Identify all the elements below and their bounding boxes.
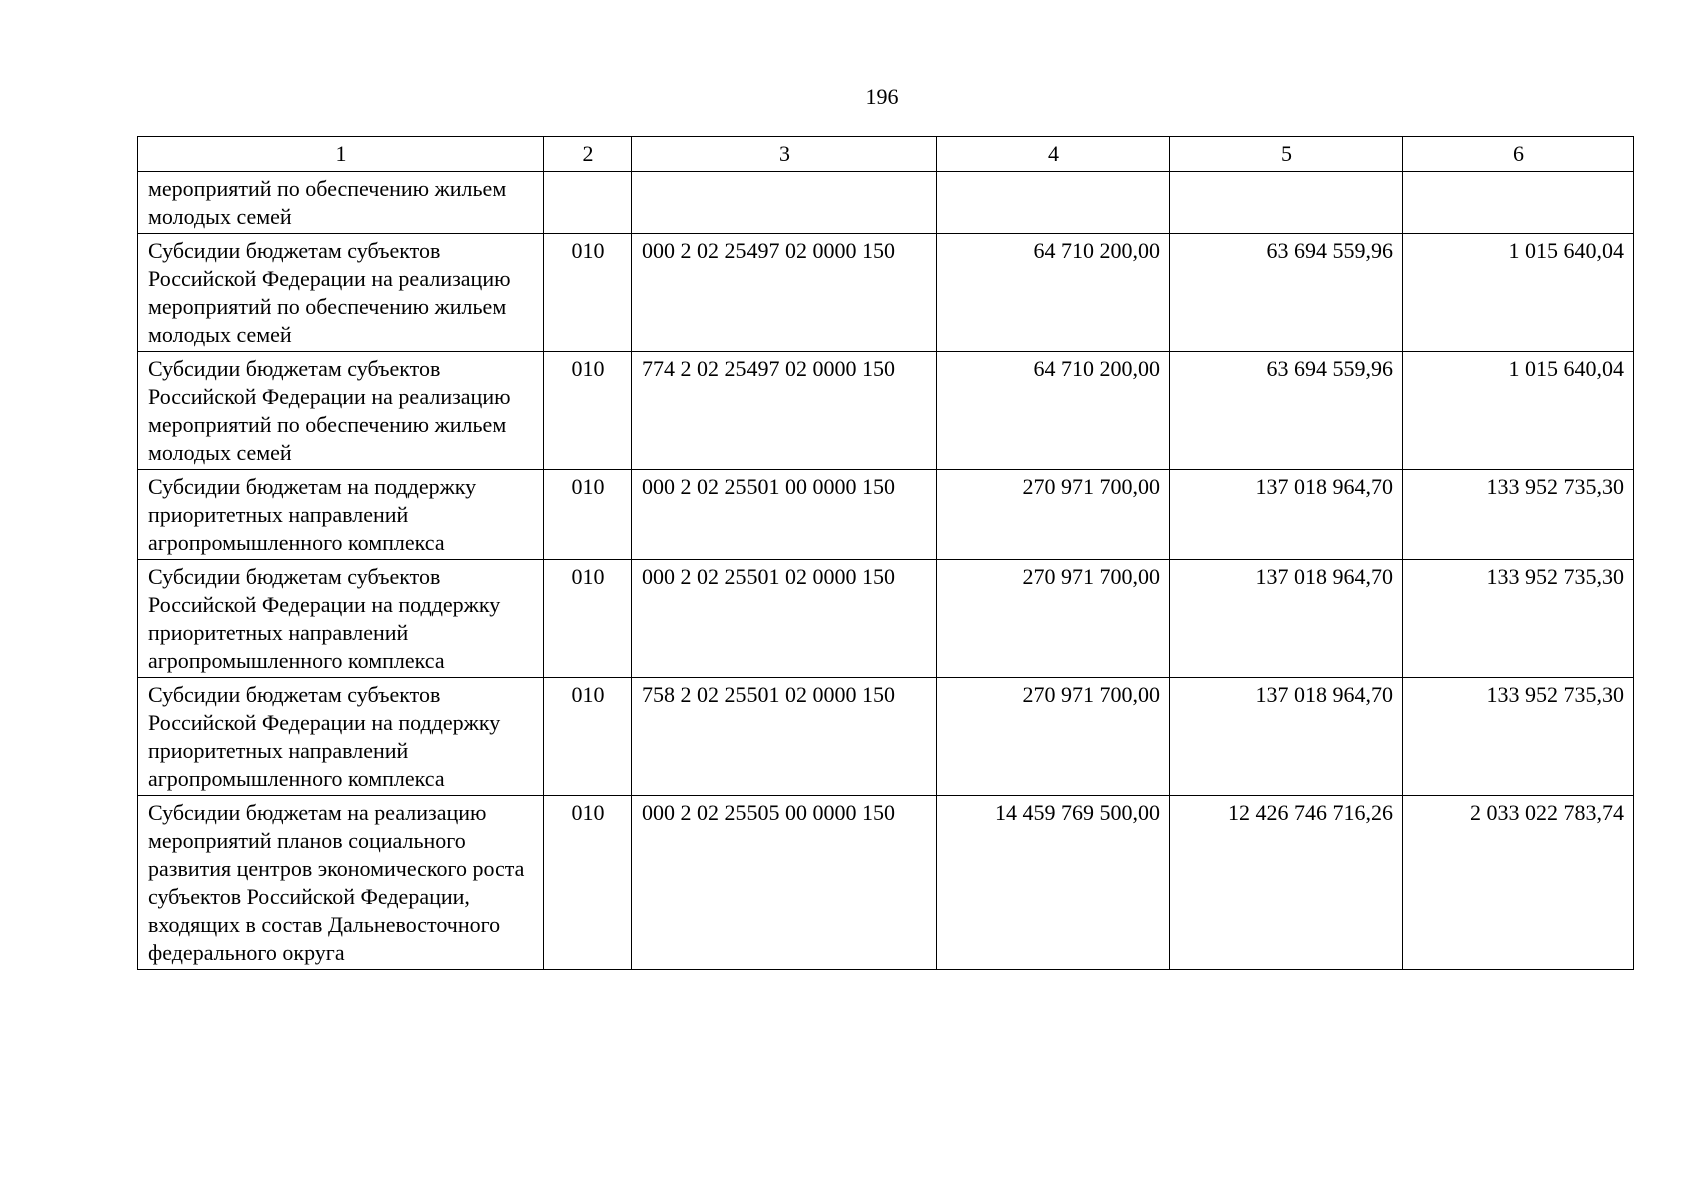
row-value5-cell: 137 018 964,70 (1170, 678, 1403, 796)
row-value4-cell (937, 172, 1170, 234)
row-value6-cell: 133 952 735,30 (1403, 470, 1634, 560)
row-value4-cell: 270 971 700,00 (937, 678, 1170, 796)
table-row (138, 172, 1634, 234)
row-kbk-cell: 000 2 02 25501 02 0000 150 (632, 560, 937, 678)
column-header-6: 6 (1403, 137, 1634, 172)
column-header-3: 3 (632, 137, 937, 172)
table-row (138, 560, 1634, 678)
row-value4-cell: 64 710 200,00 (937, 234, 1170, 352)
row-value6-cell: 133 952 735,30 (1403, 678, 1634, 796)
column-header-1: 1 (138, 137, 544, 172)
column-header-4: 4 (937, 137, 1170, 172)
row-kbk-cell: 000 2 02 25497 02 0000 150 (632, 234, 937, 352)
row-value5-cell: 63 694 559,96 (1170, 352, 1403, 470)
table-row (138, 678, 1634, 796)
table-row (138, 352, 1634, 470)
table-row (138, 796, 1634, 970)
row-name-cell: Субсидии бюджетам субъектов Российской Федерации на поддержку приоритетных направлений агропромышленного комплекса (138, 560, 544, 678)
row-name-cell: Субсидии бюджетам субъектов Российской Федерации на реализацию мероприятий по обеспечению жильем молодых семей (138, 234, 544, 352)
budget-table (137, 136, 1634, 970)
row-code-cell: 010 (544, 470, 632, 560)
row-code-cell: 010 (544, 796, 632, 970)
row-value6-cell: 2 033 022 783,74 (1403, 796, 1634, 970)
row-name-cell: Субсидии бюджетам на поддержку приоритетных направлений агропромышленного комплекса (138, 470, 544, 560)
row-value4-cell: 270 971 700,00 (937, 560, 1170, 678)
row-value4-cell: 270 971 700,00 (937, 470, 1170, 560)
row-value6-cell: 133 952 735,30 (1403, 560, 1634, 678)
row-value5-cell: 12 426 746 716,26 (1170, 796, 1403, 970)
row-code-cell: 010 (544, 352, 632, 470)
row-value4-cell: 64 710 200,00 (937, 352, 1170, 470)
row-value5-cell: 63 694 559,96 (1170, 234, 1403, 352)
row-value5-cell: 137 018 964,70 (1170, 560, 1403, 678)
row-value5-cell (1170, 172, 1403, 234)
column-header-5: 5 (1170, 137, 1403, 172)
row-name-cell: Субсидии бюджетам на реализацию мероприятий планов социального развития центров экономического роста субъектов Российской Федерации, входящих в состав Дальневосточного федерального округа (138, 796, 544, 970)
row-kbk-cell: 000 2 02 25501 00 0000 150 (632, 470, 937, 560)
row-value4-cell: 14 459 769 500,00 (937, 796, 1170, 970)
row-kbk-cell: 774 2 02 25497 02 0000 150 (632, 352, 937, 470)
row-name-cell: Субсидии бюджетам субъектов Российской Федерации на поддержку приоритетных направлений агропромышленного комплекса (138, 678, 544, 796)
row-kbk-cell (632, 172, 937, 234)
row-code-cell (544, 172, 632, 234)
row-value6-cell: 1 015 640,04 (1403, 352, 1634, 470)
table-row (138, 470, 1634, 560)
row-code-cell: 010 (544, 234, 632, 352)
row-kbk-cell: 000 2 02 25505 00 0000 150 (632, 796, 937, 970)
page-number: 196 (865, 84, 899, 109)
row-value5-cell: 137 018 964,70 (1170, 470, 1403, 560)
row-name-cell: Субсидии бюджетам субъектов Российской Федерации на реализацию мероприятий по обеспечению жильем молодых семей (138, 352, 544, 470)
table-row (138, 234, 1634, 352)
row-value6-cell: 1 015 640,04 (1403, 234, 1634, 352)
row-value6-cell (1403, 172, 1634, 234)
column-header-2: 2 (544, 137, 632, 172)
row-kbk-cell: 758 2 02 25501 02 0000 150 (632, 678, 937, 796)
row-code-cell: 010 (544, 560, 632, 678)
header-row (138, 137, 1634, 172)
row-name-cell: мероприятий по обеспечению жильем молодых семей (138, 172, 544, 234)
row-code-cell: 010 (544, 678, 632, 796)
